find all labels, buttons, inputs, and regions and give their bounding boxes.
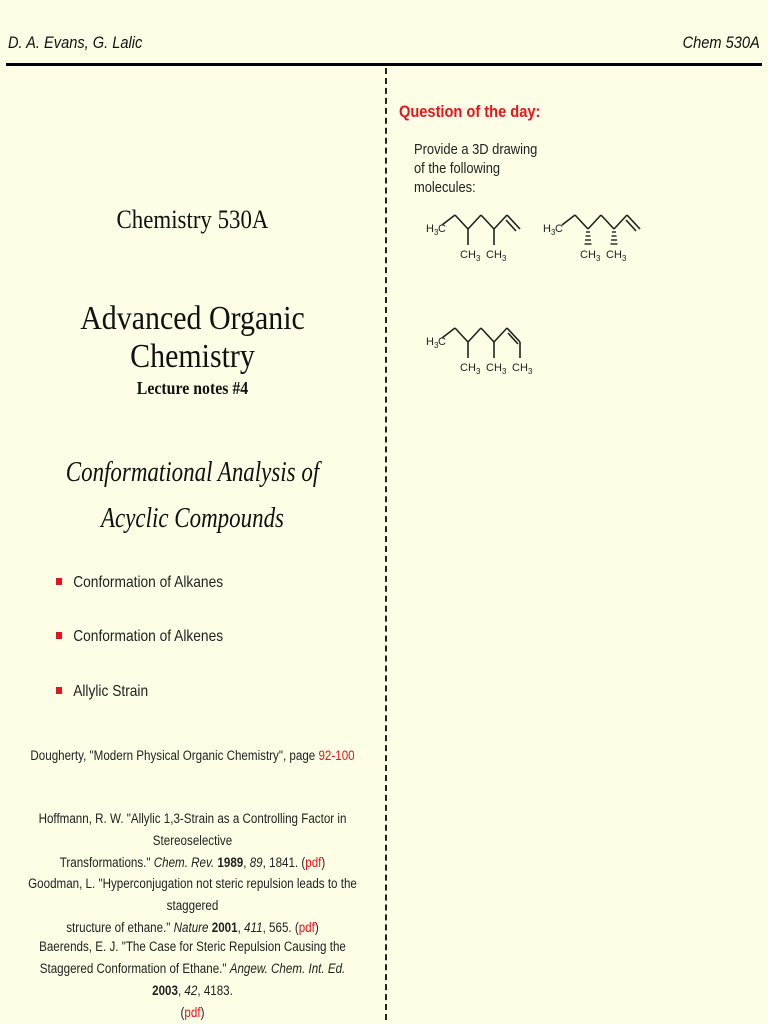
h3c-label (426, 336, 446, 350)
page-title: Advanced Organic Chemistry (80, 300, 305, 375)
pages-link[interactable]: 92-100 (318, 748, 355, 763)
course-name: Chemistry 530A (116, 205, 269, 234)
h3c-label (543, 223, 563, 237)
svg-text:3: 3 (502, 367, 507, 376)
svg-text:3: 3 (596, 254, 601, 263)
reference-hoffmann: Hoffmann, R. W. "Allylic 1,3-Strain as a Controlling Factor in Stereoselective Transformations." Chem. Rev. 1989, 89, 1841. (pdf) (38, 811, 347, 870)
svg-text:CH: CH (512, 362, 528, 374)
question-heading: Question of the day: (399, 102, 541, 121)
svg-text:3: 3 (528, 367, 533, 376)
svg-text:CH: CH (486, 362, 502, 374)
bullet-item (56, 574, 223, 592)
pdf-link[interactable]: pdf (305, 855, 322, 870)
column-divider (385, 68, 387, 1020)
svg-text:3: 3 (502, 254, 507, 263)
ch3-label (460, 249, 481, 263)
svg-text:CH: CH (460, 249, 476, 261)
course-code: Chem 530A (682, 33, 760, 52)
bullet-label: Conformation of Alkanes (73, 574, 224, 591)
svg-text:CH: CH (460, 362, 476, 374)
topic-line-2: Acyclic Compounds (100, 503, 284, 534)
svg-text:3: 3 (622, 254, 627, 263)
ch3-label (580, 249, 601, 263)
svg-text:CH: CH (486, 249, 502, 261)
svg-text:C: C (555, 223, 563, 235)
ch3-label (606, 249, 627, 263)
bullet-square-icon (56, 578, 62, 585)
bullet-item (56, 683, 148, 701)
topic-line-1: Conformational Analysis of (65, 457, 320, 488)
reference-dougherty: Dougherty, "Modern Physical Organic Chemistry", page 92-100 (30, 748, 355, 763)
pdf-link[interactable]: pdf (184, 1005, 201, 1020)
topic-title (35, 450, 351, 542)
svg-text:3: 3 (476, 254, 481, 263)
lecture-number: Lecture notes #4 (136, 378, 249, 398)
bullet-label: Allylic Strain (73, 683, 149, 700)
svg-text:3: 3 (434, 228, 439, 237)
pdf-link[interactable]: pdf (298, 920, 315, 935)
bullet-square-icon (56, 632, 62, 639)
svg-text:H: H (426, 223, 434, 235)
bullet-square-icon (56, 687, 62, 694)
svg-text:C: C (438, 223, 446, 235)
svg-text:C: C (438, 336, 446, 348)
question-text: Provide a 3D drawing of the following molecules: (414, 141, 538, 196)
svg-text:3: 3 (551, 228, 556, 237)
molecule-1-structure (420, 205, 530, 267)
molecule-3-structure (420, 320, 550, 382)
svg-text:H: H (426, 336, 434, 348)
reference-goodman: Goodman, L. "Hyperconjugation not steric repulsion leads to the staggered structure of ethane." Nature 2001, 411, 565. (pdf) (28, 876, 357, 935)
ch3-label (486, 362, 507, 376)
header-rule (6, 63, 762, 66)
bullet-label: Conformation of Alkenes (73, 628, 224, 645)
bullet-item (56, 628, 223, 646)
svg-text:3: 3 (434, 341, 439, 350)
ch3-label (512, 362, 533, 376)
ch3-label (486, 249, 507, 263)
reference-baerends: Baerends, E. J. "The Case for Steric Repulsion Causing the Staggered Conformation of Ethane." Angew. Chem. Int. Ed. 2003, 42, 4183. (pdf) (39, 939, 346, 1020)
molecule-2-structure (540, 205, 650, 267)
authors: D. A. Evans, G. Lalic (8, 33, 143, 52)
svg-text:CH: CH (580, 249, 596, 261)
ch3-label (460, 362, 481, 376)
svg-text:3: 3 (476, 367, 481, 376)
svg-text:CH: CH (606, 249, 622, 261)
svg-text:H: H (543, 223, 551, 235)
h3c-label (426, 223, 446, 237)
